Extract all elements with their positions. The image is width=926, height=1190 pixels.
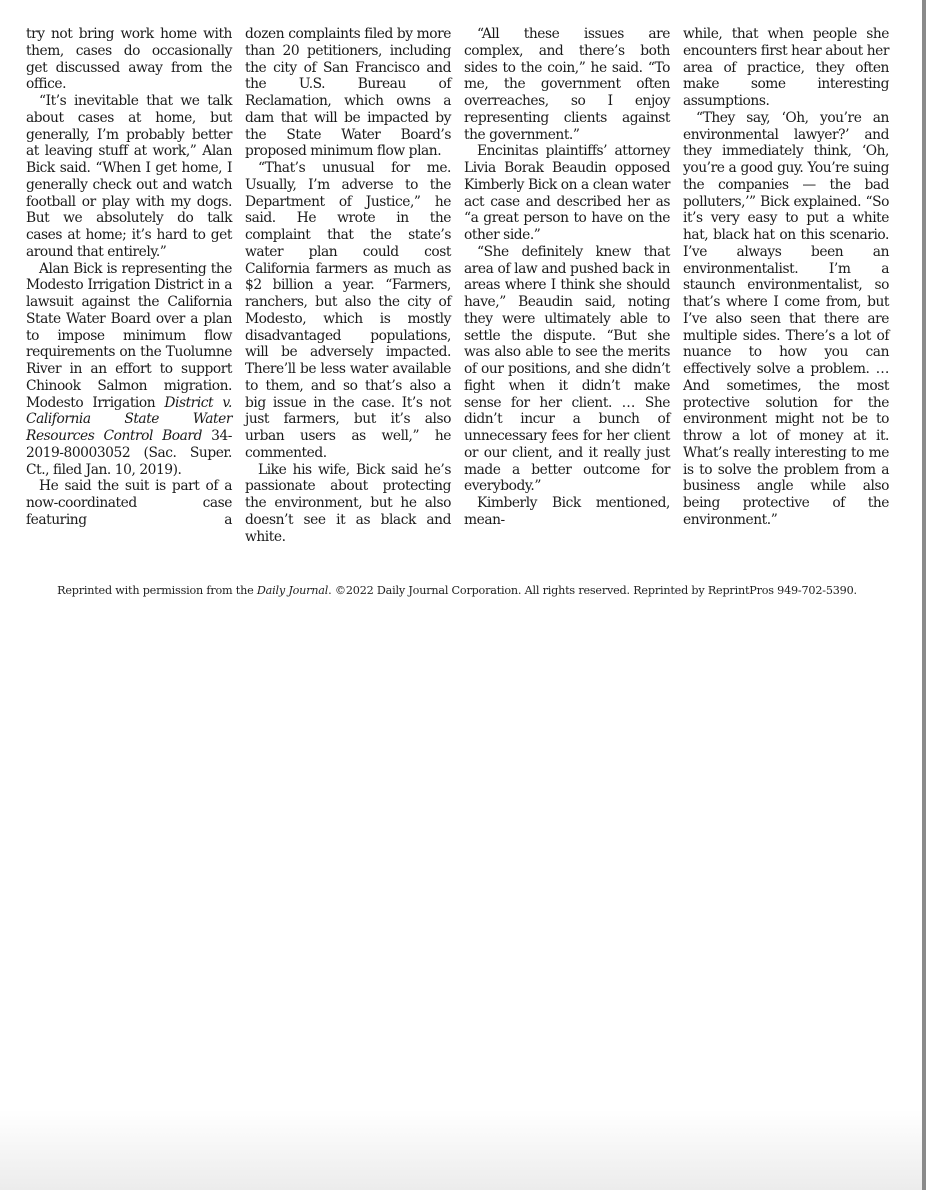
- page-bottom-shade: [0, 1110, 922, 1190]
- article-paragraph: [26, 261, 232, 479]
- article-paragraph: while, that when people she encounters first hear about her area of practice, they often make some interesting assumptions.: [683, 26, 889, 109]
- publication-name: Daily Journal: [256, 584, 329, 597]
- article-paragraph: “All these issues are complex, and there’s both sides to the coin,” he said. “To me, the government often overreaches, so I enjoy representing clients against the government.”: [464, 26, 670, 143]
- article-column-4: [683, 26, 889, 545]
- case-citation: District v. California State Water Resources Control Board: [26, 394, 232, 444]
- article-paragraph: “They say, ‘Oh, you’re an environmental lawyer?’ and they immediately think, ‘Oh, you’re a good guy. You’re suing the companies — the bad polluters,’” Bick explained. “So it’s very easy to put a white hat, black hat on this scenario. I’ve always been an environmentalist. I’m a staunch environmentalist, so that’s where I come from, but I’ve also seen that there are multiple sides. There’s a lot of nuance to how you can effectively solve a problem. … And sometimes, the most protective solution for the environment might not be to throw a lot of money at it. What’s really interesting to me is to solve the problem from a business angle while also being protective of the environment.”: [683, 109, 889, 528]
- article-paragraph: “It’s inevitable that we talk about cases at home, but generally, I’m probably better at leaving stuff at work,” Alan Bick said. “When I get home, I generally check out and watch football or play with my dogs. But we absolutely do talk cases at home; it’s hard to get around that entirely.”: [26, 93, 232, 260]
- reprint-notice: [0, 584, 914, 597]
- article-column-1: [26, 26, 232, 545]
- article-text: 34-2019-80003052 (Sac. Super. Ct., filed Jan. 10, 2019).: [26, 428, 232, 478]
- article-paragraph: “That’s unusual for me. Usually, I’m adverse to the Department of Justice,” he said. He wrote in the complaint that the state’s water plan could cost California farmers as much as $2 billion a year. “Farmers, ranchers, but also the city of Modesto, which is mostly disadvantaged populations, will be adversely impacted. There’ll be less water available to them, and so that’s also a big issue in the case. It’s not just farmers, but it’s also urban users as well,” he commented.: [245, 160, 451, 461]
- reprint-text: . ©2022 Daily Journal Corporation. All rights reserved. Reprinted by ReprintPros 949-702-5390.: [328, 584, 857, 597]
- article-paragraph: dozen complaints filed by more than 20 petitioners, including the city of San Francisco and the U.S. Bureau of Reclamation, which owns a dam that will be impacted by the State Water Board’s proposed minimum flow plan.: [245, 26, 451, 160]
- article-paragraph: “She definitely knew that area of law and pushed back in areas where I think she should have,” Beaudin said, noting they were ultimately able to settle the dispute. “But she was also able to see the merits of our positions, and she didn’t fight when it didn’t make sense for her client. … She didn’t incur a bunch of unnecessary fees for her client or our client, and it really just made a better outcome for everybody.”: [464, 243, 670, 495]
- article-paragraph: try not bring work home with them, cases do occasionally get discussed away from the office.: [26, 26, 232, 93]
- article-column-2: [245, 26, 451, 545]
- article-column-3: [464, 26, 670, 545]
- reprint-text: Reprinted with permission from the: [57, 584, 257, 597]
- article-paragraph: He said the suit is part of a now-coordinated case featuring a: [26, 478, 232, 528]
- article-paragraph: Encinitas plaintiffs’ attorney Livia Borak Beaudin opposed Kimberly Bick on a clean water act case and described her as “a great person to have on the other side.”: [464, 143, 670, 243]
- article-body: [26, 26, 890, 545]
- page-edge: [922, 0, 926, 1190]
- article-paragraph: Like his wife, Bick said he’s passionate about protecting the environment, but he also doesn’t see it as black and white.: [245, 461, 451, 545]
- article-paragraph: Kimberly Bick mentioned, mean-: [464, 495, 670, 528]
- article-text: Alan Bick is representing the Modesto Irrigation District in a lawsuit against the California State Water Board over a plan to impose minimum flow requirements on the Tuolumne River in an effort to support Chinook Salmon migration. Modesto Irrigation: [26, 260, 232, 411]
